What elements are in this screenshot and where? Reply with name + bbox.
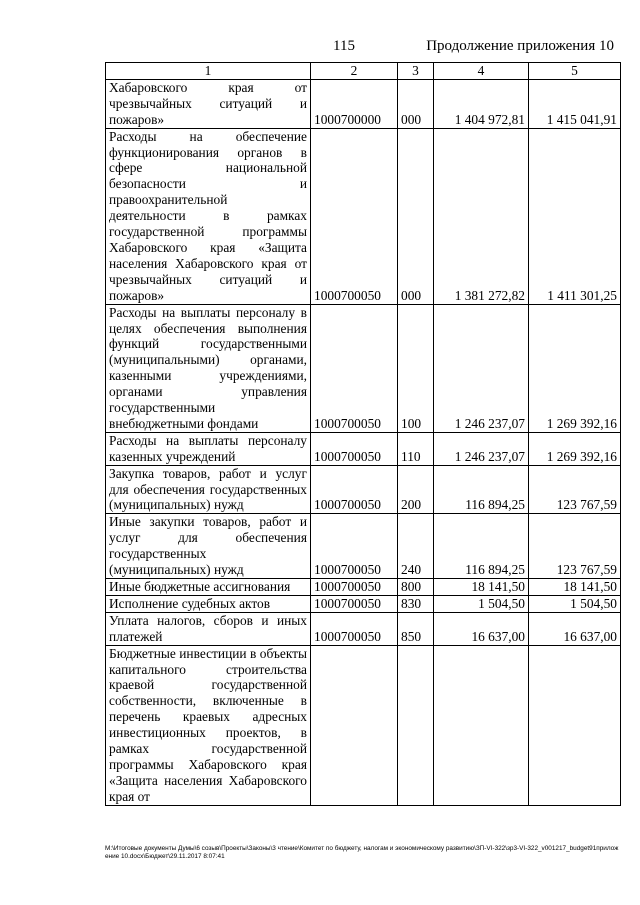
document-file-path: М:\Итоговые документы Думы\6 созыв\Проекты\Законы\3 чтение\Комитет по бюджету, налогам и экономическому развитию\ЗП-VI-322\зр3-VI-322_v001217_budget91приложение 10.docx\Бюджет\29.11.2017 8:07:41 xyxy=(105,845,619,860)
row-amount-year-1: 1 246 237,07 xyxy=(434,432,529,465)
column-header-2: 2 xyxy=(311,63,398,80)
row-description: Расходы на выплаты персоналу казенных учреждений xyxy=(106,432,311,465)
row-amount-year-1: 1 381 272,82 xyxy=(434,128,529,304)
row-expense-type: 800 xyxy=(398,579,434,596)
column-header-3: 3 xyxy=(398,63,434,80)
row-amount-year-2: 1 269 392,16 xyxy=(529,304,621,432)
table-row xyxy=(106,79,621,128)
row-target-code: 1000700050 xyxy=(311,579,398,596)
row-target-code: 1000700050 xyxy=(311,595,398,612)
row-expense-type: 200 xyxy=(398,465,434,514)
row-amount-year-2: 1 504,50 xyxy=(529,595,621,612)
row-description: Бюджетные инвестиции в объекты капитального строительства краевой государственной собственности, включенные в перечень краевых адресных инвестиционных проектов, в рамках государственной программы Хабаровского края «Защита населения Хабаровского края от xyxy=(106,645,311,805)
row-target-code: 1000700050 xyxy=(311,514,398,579)
row-description: Иные бюджетные ассигнования xyxy=(106,579,311,596)
table-row xyxy=(106,128,621,304)
row-amount-year-1: 116 894,25 xyxy=(434,514,529,579)
row-description: Закупка товаров, работ и услуг для обеспечения государственных (муниципальных) нужд xyxy=(106,465,311,514)
row-amount-year-1: 116 894,25 xyxy=(434,465,529,514)
row-amount-year-2: 1 411 301,25 xyxy=(529,128,621,304)
column-header-4: 4 xyxy=(434,63,529,80)
row-amount-year-1: 16 637,00 xyxy=(434,612,529,645)
row-target-code: 1000700050 xyxy=(311,432,398,465)
row-expense-type: 240 xyxy=(398,514,434,579)
row-amount-year-1: 1 504,50 xyxy=(434,595,529,612)
row-description: Иные закупки товаров, работ и услуг для обеспечения государственных (муниципальных) нужд xyxy=(106,514,311,579)
row-amount-year-2: 1 269 392,16 xyxy=(529,432,621,465)
table-row xyxy=(106,579,621,596)
row-amount-year-2: 1 415 041,91 xyxy=(529,79,621,128)
column-header-1: 1 xyxy=(106,63,311,80)
row-target-code: 1000700050 xyxy=(311,304,398,432)
row-amount-year-1 xyxy=(434,645,529,805)
row-description: Расходы на обеспечение функционирования органов в сфере национальной безопасности и правоохранительной деятельности в рамках государственной программы Хабаровского края «Защита населения Хабаровского края от чрезвычайных ситуаций и пожаров» xyxy=(106,128,311,304)
table-row xyxy=(106,432,621,465)
row-target-code xyxy=(311,645,398,805)
row-target-code: 1000700050 xyxy=(311,612,398,645)
row-description: Расходы на выплаты персоналу в целях обеспечения выполнения функций государственными (муниципальными) органами, казенными учреждениями, органами управления государственными внебюджетными фондами xyxy=(106,304,311,432)
row-target-code: 1000700050 xyxy=(311,465,398,514)
appendix-continuation-label: Продолжение приложения 10 xyxy=(426,38,614,54)
table-row xyxy=(106,514,621,579)
row-amount-year-2 xyxy=(529,645,621,805)
row-expense-type: 110 xyxy=(398,432,434,465)
row-target-code: 1000700050 xyxy=(311,128,398,304)
row-amount-year-2: 123 767,59 xyxy=(529,514,621,579)
table-row xyxy=(106,595,621,612)
row-amount-year-2: 18 141,50 xyxy=(529,579,621,596)
row-expense-type: 850 xyxy=(398,612,434,645)
row-amount-year-1: 1 246 237,07 xyxy=(434,304,529,432)
row-amount-year-2: 123 767,59 xyxy=(529,465,621,514)
row-target-code: 1000700000 xyxy=(311,79,398,128)
row-description: Хабаровского края от чрезвычайных ситуаций и пожаров» xyxy=(106,79,311,128)
row-expense-type: 000 xyxy=(398,79,434,128)
row-expense-type: 000 xyxy=(398,128,434,304)
page-number: 115 xyxy=(333,38,355,54)
row-description: Уплата налогов, сборов и иных платежей xyxy=(106,612,311,645)
column-header-5: 5 xyxy=(529,63,621,80)
row-amount-year-1: 1 404 972,81 xyxy=(434,79,529,128)
table-row xyxy=(106,465,621,514)
table-row xyxy=(106,645,621,805)
table-row xyxy=(106,304,621,432)
row-description: Исполнение судебных актов xyxy=(106,595,311,612)
row-expense-type: 830 xyxy=(398,595,434,612)
table-row xyxy=(106,612,621,645)
row-amount-year-1: 18 141,50 xyxy=(434,579,529,596)
row-expense-type: 100 xyxy=(398,304,434,432)
row-amount-year-2: 16 637,00 xyxy=(529,612,621,645)
column-number-row xyxy=(106,63,621,80)
budget-table xyxy=(105,62,621,806)
row-expense-type xyxy=(398,645,434,805)
